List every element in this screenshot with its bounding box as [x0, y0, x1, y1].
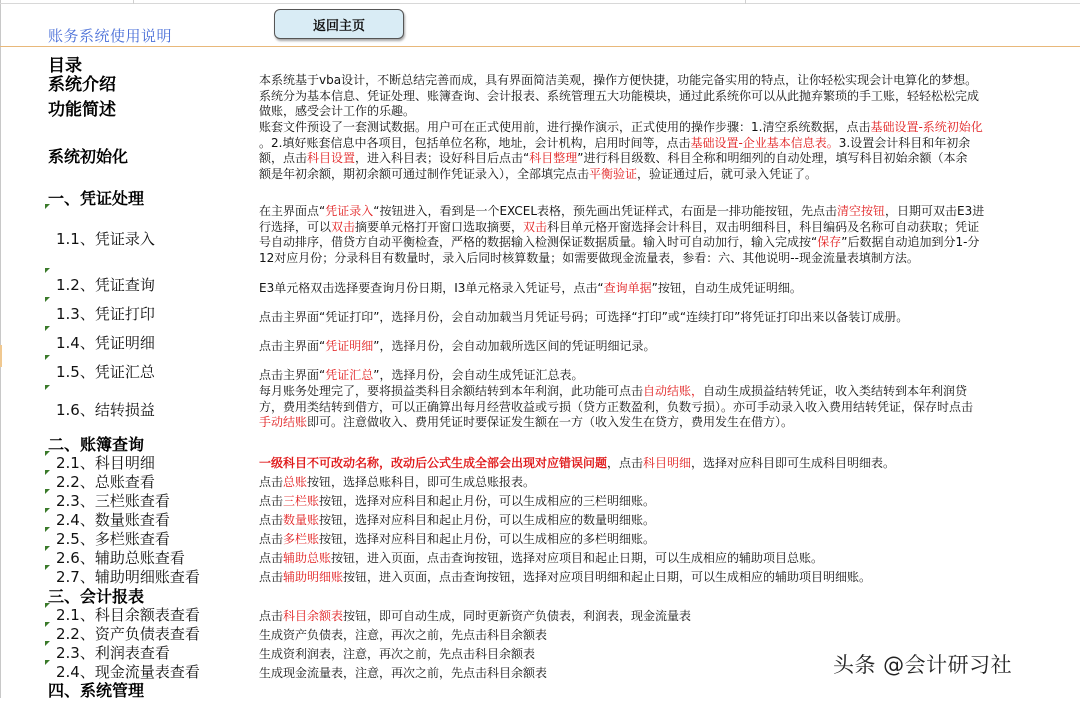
toc-link-voucher-detail[interactable]: 1.4、凭证明细	[56, 334, 155, 352]
text-line: 点击多栏账按钮，选择对应科目和起止月份，可以生成相应的多栏明细账。	[259, 532, 656, 546]
voucher-summary-paragraph	[259, 368, 583, 384]
text-line: 生成现金流量表，注意，再次之前，先点击科目余额表	[259, 666, 548, 680]
comment-indicator-icon	[45, 546, 50, 551]
comment-indicator-icon	[45, 660, 50, 665]
highlight-link[interactable]: 凭证录入	[325, 204, 374, 218]
highlight-link[interactable]: 双击	[331, 219, 356, 234]
text-line: 生成资利润表，注意，再次之前，先点击科目余额表	[259, 647, 536, 661]
page-title: 账务系统使用说明	[48, 27, 173, 45]
text-line: 一级科目不可改动名称，改动后公式生成全部会出现对应错误问题，点击科目明细，选择对应科目即可生成科目明细表。	[259, 456, 896, 470]
highlight-link[interactable]: 科目设置	[307, 151, 356, 166]
comment-indicator-icon	[45, 204, 50, 209]
reports-paragraph	[259, 607, 691, 683]
highlight-link[interactable]: 总账	[283, 475, 308, 489]
highlight-link[interactable]: 基础设置-系统初始化	[870, 120, 983, 134]
toc-link-init[interactable]: 系统初始化	[48, 147, 129, 166]
text-line: 行选择，可以双击摘要单元格打开窗口选取摘要，双击科目单元格开窗选择会计科目，双击明细科目，科目编码及名称可自动获取；凭证	[259, 219, 980, 234]
ledgers-paragraph	[259, 454, 895, 587]
toc-link-three-column[interactable]: 2.3、三栏账查看	[56, 492, 170, 510]
text-line: 点击主界面“凭证明细”，选择月份，会自动加载所选区间的凭证明细记录。	[259, 339, 656, 353]
toc-link-aux-general[interactable]: 2.6、辅助总账查看	[56, 549, 185, 567]
toc-link-voucher-summary[interactable]: 1.5、凭证汇总	[56, 363, 155, 381]
intro-paragraph	[259, 73, 979, 120]
highlight-link[interactable]: 科目整理	[529, 151, 578, 166]
toc-link-aux-detail[interactable]: 2.7、辅助明细账查看	[56, 568, 200, 586]
text-line: 做账，感受会计工作的乐趣。	[259, 104, 416, 119]
toc-link-subject-detail[interactable]: 2.1、科目明细	[56, 454, 155, 472]
highlight-link[interactable]: 基础设置-企业基本信息表。	[690, 135, 839, 150]
toc-link-trial-balance[interactable]: 2.1、科目余额表查看	[56, 606, 200, 624]
toc-link-features[interactable]: 功能简述	[48, 100, 116, 120]
comment-indicator-icon	[45, 641, 50, 646]
highlight-link[interactable]: 清空按钮	[837, 204, 886, 218]
toc-link-voucher-entry[interactable]: 1.1、凭证录入	[56, 230, 155, 248]
text-line: 点击总账按钮，选择总账科目，即可生成总账报表。	[259, 475, 536, 489]
toc-link-voucher-query[interactable]: 1.2、凭证查询	[56, 276, 155, 294]
text-line: 每月账务处理完了，要将损益类科目余额结转到本年利润，此功能可点击自动结账，自动生成损益结转凭证，收入类结转到本年利润贷	[259, 384, 968, 398]
text-line: 12对应月份；分录科目有数量时，录入后同时核算数量；如需要做现金流量表，参看：六、其他说明--现金流量表填制方法。	[259, 251, 919, 266]
toc-link-general-ledger[interactable]: 2.2、总账查看	[56, 473, 155, 491]
comment-indicator-icon	[45, 470, 50, 475]
text-line: 额，点击科目设置，进入科目表；设好科目后点击“科目整理”进行科目级数、科目全称和明细列的自动处理，填写科目初始余额（本余	[259, 151, 968, 166]
comment-indicator-icon	[45, 489, 50, 494]
comment-indicator-icon	[45, 326, 50, 331]
toc-link-voucher-print[interactable]: 1.3、凭证打印	[56, 305, 155, 323]
column-divider	[133, 0, 134, 4]
highlight-link[interactable]: 科目明细	[643, 456, 692, 470]
toc-link-balance-sheet[interactable]: 2.2、资产负债表查看	[56, 625, 200, 643]
toc-section-ledgers[interactable]: 二、账簿查询	[48, 435, 145, 454]
text-line: 点击数量账按钮，选择对应科目和起止月份，可以生成相应的数量明细账。	[259, 513, 656, 527]
text-line: 点击三栏账按钮，选择对应科目和起止月份，可以生成相应的三栏明细账。	[259, 494, 656, 508]
voucher-entry-paragraph	[259, 204, 984, 267]
text-line: E3单元格双击选择要查询月份日期，I3单元格录入凭证号，点击“查询单据”按钮，自动生成凭证明细。	[259, 281, 802, 295]
text-line: 账套文件预设了一套测试数据。用户可在正式使用前，进行操作演示，正式使用的操作步骤：1.清空系统数据，点击基础设置-系统初始化	[259, 120, 983, 134]
comment-indicator-icon	[45, 355, 50, 360]
highlight-link[interactable]: 辅助明细账	[283, 570, 344, 584]
text-line: 点击主界面“凭证汇总”，选择月份，会自动生成凭证汇总表。	[259, 368, 584, 382]
highlight-link[interactable]: 平衡验证	[589, 167, 638, 182]
row-marker	[0, 345, 2, 367]
highlight-link[interactable]: 凭证汇总	[325, 368, 374, 382]
text-line: 点击主界面“凭证打印”，选择月份，会自动加载当月凭证号码；可选择“打印”或“连续打印”将凭证打印出来以备装订成册。	[259, 310, 909, 324]
voucher-query-paragraph	[259, 281, 802, 297]
text-line: 方，费用类结转到借方，可以正确算出每月经营收益或亏损（贷方正数盈利，负数亏损）。亦可手动录入收入费用结转凭证，保存时点击	[259, 399, 974, 414]
top-grid-line	[0, 3, 1080, 4]
toc-link-quantity[interactable]: 2.4、数量账查看	[56, 511, 170, 529]
comment-indicator-icon	[45, 508, 50, 513]
highlight-link[interactable]: 手动结账	[259, 415, 308, 430]
comment-indicator-icon	[45, 385, 50, 390]
highlight-link[interactable]: 三栏账	[283, 494, 320, 508]
text-line: 点击科目余额表按钮，即可自动生成，同时更新资产负债表，利润表，现金流量表	[259, 609, 692, 623]
text-line: 手动结账即可。注意做收入、费用凭证时要保证发生额在一方（收入发生在贷方，费用发生在借方）。	[259, 415, 794, 430]
carry-forward-paragraph	[259, 384, 973, 431]
comment-indicator-icon	[45, 603, 50, 608]
highlight-link[interactable]: 多栏账	[283, 532, 320, 546]
toc-section-reports[interactable]: 三、会计报表	[48, 587, 145, 606]
text-line: 生成资产负债表，注意，再次之前，先点击科目余额表	[259, 628, 548, 642]
toc-link-intro[interactable]: 系统介绍	[48, 75, 116, 95]
text-line: 号自动排序，借贷方自动平衡检查，严格的数据输入检测保证数据质量。输入时可自动加行，输入完成按“保存”后数据自动追加到分1-分	[259, 235, 980, 250]
comment-indicator-icon	[45, 297, 50, 302]
return-home-button[interactable]: 返回主页	[274, 9, 404, 39]
toc-section-voucher[interactable]: 一、凭证处理	[48, 189, 145, 208]
highlight-link[interactable]: 保存	[817, 235, 842, 250]
highlight-link[interactable]: 科目余额表	[283, 609, 344, 623]
toc-heading: 目录	[48, 56, 82, 76]
toc-link-income-statement[interactable]: 2.3、利润表查看	[56, 644, 170, 662]
comment-indicator-icon	[45, 527, 50, 532]
text-line: 本系统基于vba设计，不断总结完善而成，具有界面简洁美观，操作方便快捷，功能完备实用的特点，让你轻松实现会计电算化的梦想。	[259, 73, 978, 87]
highlight-link[interactable]: 数量账	[283, 513, 320, 527]
watermark: 头条 @会计研习社	[833, 653, 1013, 677]
highlight-link[interactable]: 一级科目不可改动名称，改动后公式生成全部会出现对应错误问题	[259, 456, 608, 470]
text-line: 系统分为基本信息、凭证处理、账簿查询、会计报表、系统管理五大功能模块，通过此系统你可以从此抛弃繁琐的手工账，轻轻松松完成	[259, 88, 980, 103]
voucher-detail-paragraph	[259, 339, 655, 355]
highlight-link[interactable]: 凭证明细	[325, 339, 374, 353]
text-line: 点击辅助明细账按钮，进入页面，点击查询按钮，选择对应项目明细和起止日期，可以生成相应的辅助项目明细账。	[259, 570, 872, 584]
header-divider	[0, 46, 1080, 47]
toc-link-cash-flow[interactable]: 2.4、现金流量表查看	[56, 663, 200, 681]
toc-section-system[interactable]: 四、系统管理	[48, 681, 145, 700]
text-line: 。2.填好账套信息中各项目，包括单位名称，地址，会计机构，启用时间等，点击基础设置-企业基本信息表。3.设置会计科目和年初余	[259, 135, 971, 150]
comment-indicator-icon	[45, 622, 50, 627]
comment-indicator-icon	[45, 451, 50, 456]
highlight-link[interactable]: 双击	[523, 219, 548, 234]
comment-indicator-icon	[45, 268, 50, 273]
column-divider	[745, 0, 746, 4]
highlight-link[interactable]: 查询单据	[603, 281, 652, 295]
voucher-print-paragraph	[259, 310, 908, 326]
text-line: 额是年初余额，期初余额可通过制作凭证录入），全部填完点击平衡验证，验证通过后，就可录入凭证了。	[259, 167, 818, 182]
toc-link-carry-forward[interactable]: 1.6、结转损益	[56, 401, 155, 419]
comment-indicator-icon	[45, 565, 50, 570]
text-line: 在主界面点“凭证录入“按钮进入，看到是一个EXCEL表格，预先画出凭证样式，右面是一排功能按钮，先点击清空按钮，日期可双击E3进	[259, 204, 985, 218]
init-paragraph	[259, 120, 983, 183]
highlight-link[interactable]: 自动结账，	[643, 384, 704, 398]
highlight-link[interactable]: 辅助总账	[283, 551, 332, 565]
toc-link-multi-column[interactable]: 2.5、多栏账查看	[56, 530, 170, 548]
text-line: 点击辅助总账按钮，进入页面，点击查询按钮，选择对应项目和起止日期，可以生成相应的辅助项目总账。	[259, 551, 824, 565]
